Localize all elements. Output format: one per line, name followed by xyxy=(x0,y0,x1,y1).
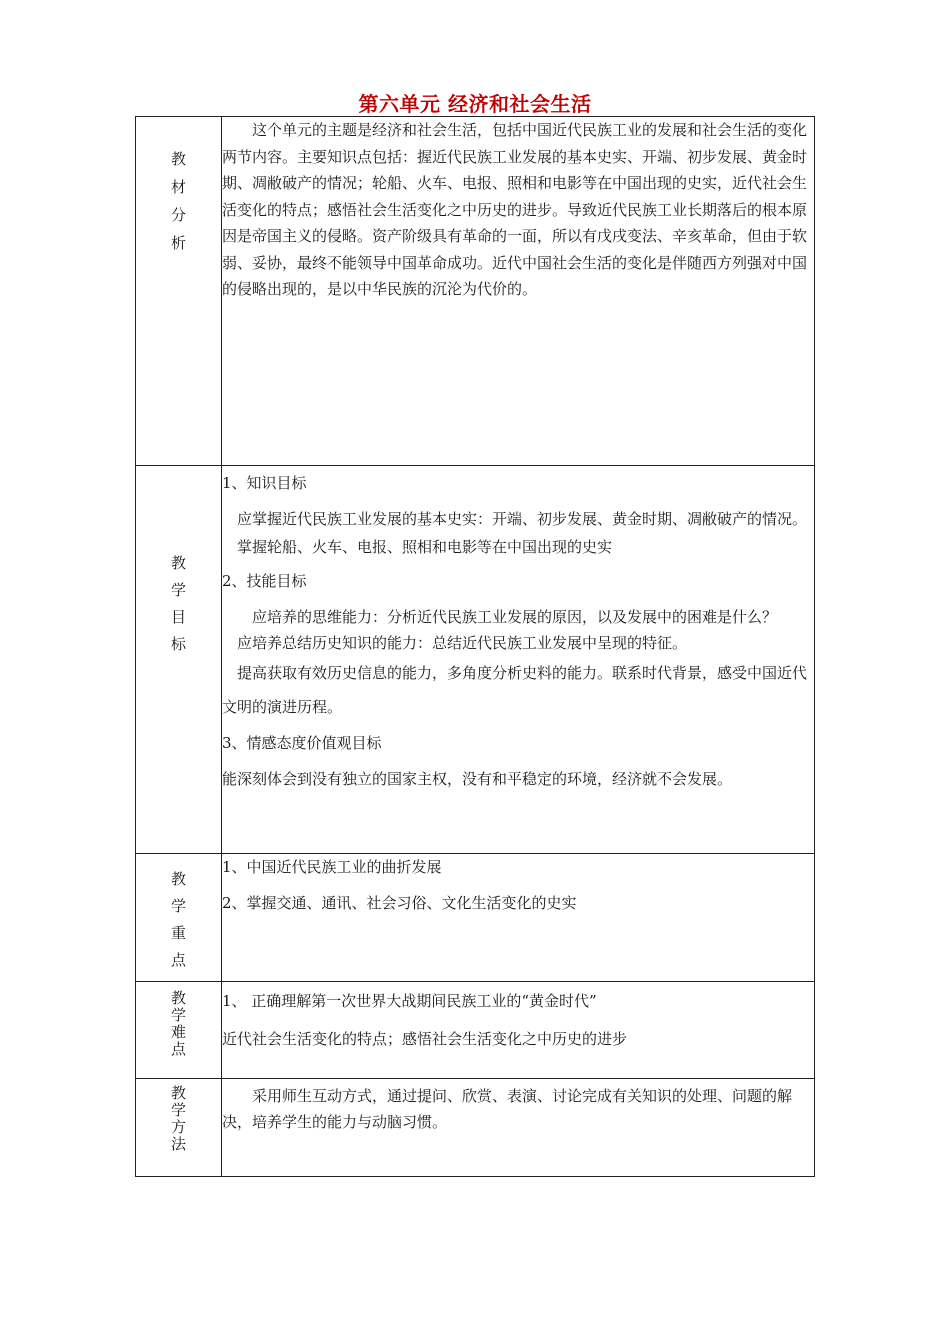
difficulties-body xyxy=(222,982,815,1079)
label-char: 点 xyxy=(170,951,186,969)
label-char: 目 xyxy=(170,608,186,626)
label-char: 点 xyxy=(170,1040,186,1058)
difficulty-item: 近代社会生活变化的特点；感悟社会生活变化之中历史的进步 xyxy=(222,1030,628,1048)
keypoints-label xyxy=(136,854,222,982)
difficulty-item: 1、 正确理解第一次世界大战期间民族工业的“黄金时代” xyxy=(222,992,597,1010)
objective-text: 应掌握近代民族工业发展的基本史实：开端、初步发展、黄金时期、凋敝破产的情况。 xyxy=(237,510,808,528)
objective-text: 应培养的思维能力：分析近代民族工业发展的原因，以及发展中的困难是什么？ xyxy=(252,608,778,626)
label-char: 法 xyxy=(170,1135,186,1153)
label-char: 析 xyxy=(170,234,186,252)
keypoint-item: 2、掌握交通、通讯、社会习俗、文化生活变化的史实 xyxy=(222,894,577,912)
objectives-label xyxy=(136,466,222,854)
difficulties-label xyxy=(136,982,222,1079)
methods-row xyxy=(136,1079,815,1177)
label-char: 教 xyxy=(170,554,186,572)
keypoints-row xyxy=(136,854,815,982)
analysis-body xyxy=(222,117,815,466)
label-char: 教 xyxy=(170,150,186,168)
objective-heading-knowledge: 1、知识目标 xyxy=(222,474,307,492)
label-char: 材 xyxy=(170,178,186,196)
label-char: 学 xyxy=(170,1101,186,1119)
methods-text: 采用师生互动方式，通过提问、欣赏、表演、讨论完成有关知识的处理、问题的解决，培养学生的能力与动脑习惯。 xyxy=(222,1087,793,1131)
objective-heading-skill: 2、技能目标 xyxy=(222,572,307,590)
label-char: 学 xyxy=(170,1006,186,1024)
label-char: 分 xyxy=(170,206,186,224)
difficulties-row xyxy=(136,982,815,1079)
objective-text: 应培养总结历史知识的能力：总结近代民族工业发展中呈现的特征。 xyxy=(237,634,688,652)
label-char: 难 xyxy=(170,1023,186,1041)
analysis-row xyxy=(136,117,815,466)
objective-heading-emotion: 3、情感态度价值观目标 xyxy=(222,734,382,752)
objective-text: 能深刻体会到没有独立的国家主权，没有和平稳定的环境，经济就不会发展。 xyxy=(222,770,733,788)
keypoint-item: 1、中国近代民族工业的曲折发展 xyxy=(222,858,442,876)
keypoints-body xyxy=(222,854,815,982)
objective-text: 掌握轮船、火车、电报、照相和电影等在中国出现的史实 xyxy=(237,538,613,556)
methods-body xyxy=(222,1079,815,1177)
analysis-text: 这个单元的主题是经济和社会生活，包括中国近代民族工业的发展和社会生活的变化两节内容。主要知识点包括：握近代民族工业发展的基本史实、开端、初步发展、黄金时期、凋敝破产的情况；轮船、火车、电报、照相和电影等在中国出现的史实，近代社会生活变化的特点；感悟社会生活变化之中历史的进步。导致近代民族工业长期落后的根本原因是帝国主义的侵略。资产阶级具有革命的一面，所以有戊戌变法、辛亥革命，但由于软弱、妥协，最终不能领导中国革命成功。近代中国社会生活的变化是伴随西方列强对中国的侵略出现的，是以中华民族的沉沦为代价的。 xyxy=(222,121,808,298)
label-char: 标 xyxy=(170,635,186,653)
label-char: 重 xyxy=(170,924,186,942)
page-title: 第六单元 经济和社会生活 xyxy=(358,92,592,116)
label-char: 学 xyxy=(170,581,186,599)
analysis-label xyxy=(136,117,222,466)
label-char: 教 xyxy=(170,1084,186,1102)
lesson-plan-table xyxy=(135,116,815,1177)
label-char: 学 xyxy=(170,897,186,915)
label-char: 教 xyxy=(170,989,186,1007)
objectives-body xyxy=(222,466,815,854)
objective-text: 提高获取有效历史信息的能力，多角度分析史料的能力。联系时代背景，感受中国近代文明的演进历程。 xyxy=(222,664,808,716)
objectives-row xyxy=(136,466,815,854)
methods-label xyxy=(136,1079,222,1177)
label-char: 方 xyxy=(170,1118,186,1136)
label-char: 教 xyxy=(170,870,186,888)
